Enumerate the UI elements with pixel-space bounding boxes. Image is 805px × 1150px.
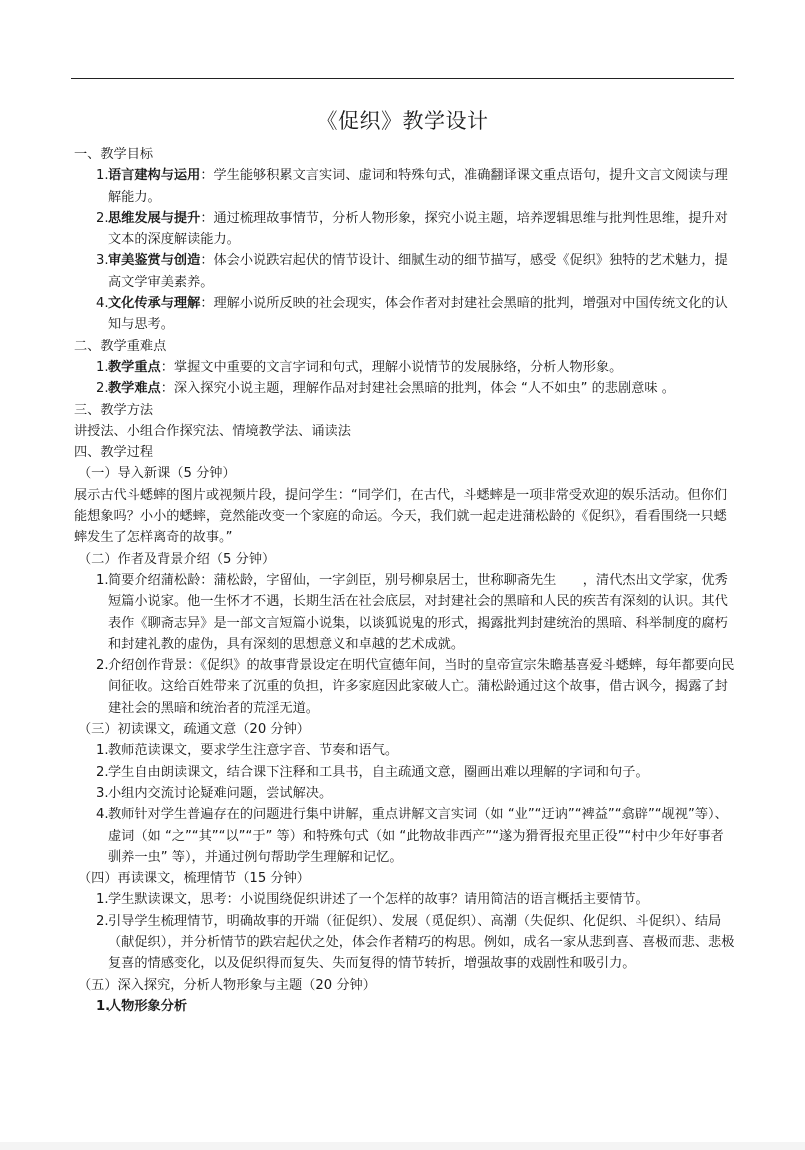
methods-text: 讲授法、小组合作探究法、情境教学法、诵读法 (74, 423, 351, 439)
item-number: 1. (96, 892, 109, 908)
step-heading-intro: （一）导入新课（5 分钟） (78, 466, 236, 482)
section-heading-goals: 一、教学目标 (74, 147, 154, 162)
item-number: 1. (96, 743, 109, 759)
goal-item (74, 165, 736, 208)
item-number: 1. (96, 359, 109, 375)
subheading-text: 人物形象分析 (108, 998, 188, 1014)
subheading-character-analysis (74, 996, 736, 1017)
reading-item (74, 783, 736, 804)
item-text: ：通过梳理故事情节，分析人物形象，探究小说主题，培养逻辑思维与批判性思维，提升对文本的深度解读能力。 (108, 210, 728, 248)
item-label: 语言建构与运用 (108, 168, 201, 184)
item-number: 3. (96, 253, 109, 269)
reading-item (74, 740, 736, 761)
item-number: 1. (96, 572, 109, 588)
item-text: 引导学生梳理情节，明确故事的开端（征促织）、发展（觅促织）、高潮（失促织、化促织、斗促织）、结局（献促织），并分析情节的跌宕起伏之处，体会作者精巧的构思。例如，成名一家从悲到喜、喜极而悲、悲极复喜的情感变化，以及促织得而复失、失而复得的情节转折，增强故事的戏剧性和吸引力。 (108, 913, 735, 972)
item-text: 教师针对学生普遍存在的问题进行集中讲解，重点讲解文言实词（如 “业”“迂讷”“裨益”“翕辟”“觇视”等）、虚词（如 “之”“其”“以”“于” 等）和特殊句式（如 “此物故非西产”“遂为猾胥报充里正役”“村中少年好事者驯养一虫” 等），并通过例句帮助学生理解和记忆。 (108, 807, 728, 865)
item-label: 审美鉴赏与创造 (108, 253, 201, 269)
keypoint-item (74, 357, 736, 378)
document-title: 《促织》教学设计 (316, 109, 489, 133)
item-number: 4. (96, 807, 109, 823)
section-heading-process: 四、教学过程 (74, 445, 154, 461)
reading-item (74, 762, 736, 783)
step-heading-author: （二）作者及背景介绍（5 分钟） (78, 551, 276, 567)
item-number: 2. (96, 210, 109, 226)
item-number: 1. (96, 168, 109, 184)
author-item (74, 570, 736, 655)
item-text: ：理解小说所反映的社会现实，体会作者对封建社会黑暗的批判，增强对中国传统文化的认知与思考。 (108, 296, 728, 333)
plot-item (74, 911, 736, 975)
document-body (74, 144, 736, 1017)
item-text: 简要介绍蒲松龄：蒲松龄，字留仙，一字剑臣，别号柳泉居士，世称聊斋先生 ，清代杰出文学家，优秀短篇小说家。他一生怀才不遇，长期生活在社会底层，对封建社会的黑暗和人民的疾苦有深刻的认识。其代表作《聊斋志异》是一部文言短篇小说集，以谈狐说鬼的形式，揭露批判封建统治的黑暗、科举制度的腐朽和封建礼教的虚伪，具有深刻的思想意义和卓越的艺术成就。 (108, 572, 728, 652)
step-heading-second-reading: （四）再读课文，梳理情节（15 分钟） (78, 871, 310, 887)
item-number: 2. (96, 913, 109, 929)
author-item (74, 655, 736, 719)
item-number: 3. (96, 785, 109, 801)
section-heading-keypoints: 二、教学重难点 (74, 338, 167, 354)
item-number: 2. (96, 764, 109, 780)
header-rule (71, 78, 734, 79)
item-text: ：学生能够积累文言实词、虚词和特殊句式，准确翻译课文重点语句，提升文言文阅读与理解能力。 (108, 168, 728, 205)
item-label: 教学难点 (108, 381, 161, 397)
item-text: ：掌握文中重要的文言字词和句式，理解小说情节的发展脉络，分析人物形象。 (160, 359, 623, 375)
item-text: ：深入探究小说主题，理解作品对封建社会黑暗的批判，体会 “人不如虫” 的悲剧意味 。 (160, 381, 675, 397)
reading-item (74, 804, 736, 868)
item-number: 2. (96, 658, 109, 674)
goal-item (74, 293, 736, 336)
item-label: 教学重点 (108, 359, 161, 375)
keypoint-item (74, 378, 736, 399)
item-number: 4. (96, 296, 109, 312)
item-text: 小组内交流讨论疑难问题，尝试解决。 (108, 785, 333, 801)
item-text: ：体会小说跌宕起伏的情节设计、细腻生动的细节描写，感受《促织》独特的艺术魅力，提高文学审美素养。 (108, 253, 728, 290)
item-number: 1. (96, 998, 111, 1014)
section-heading-methods: 三、教学方法 (74, 402, 154, 418)
item-text: 介绍创作背景：《促织》的故事背景设定在明代宣德年间，当时的皇帝宣宗朱瞻基喜爱斗蟋蟀，每年都要向民间征收。这给百姓带来了沉重的负担，许多家庭因此家破人亡。蒲松龄通过这个故事，借古讽今，揭露了封建社会的黑暗和统治者的荒淫无道。 (108, 658, 735, 716)
item-label: 思维发展与提升 (108, 210, 201, 226)
item-text: 学生自由朗读课文，结合课下注释和工具书，自主疏通文意，圈画出难以理解的字词和句子。 (108, 764, 649, 780)
plot-item (74, 889, 736, 910)
item-text: 学生默读课文，思考：小说围绕促织讲述了一个怎样的故事？请用简洁的语言概括主要情节。 (108, 892, 649, 908)
item-number: 2. (96, 381, 109, 397)
goal-item (74, 208, 736, 251)
step-heading-analysis: （五）深入探究，分析人物形象与主题（20 分钟） (78, 977, 376, 993)
intro-paragraph: 展示古代斗蟋蟀的图片或视频片段，提问学生：“同学们，在古代，斗蟋蟀是一项非常受欢迎的娱乐活动。但你们能想象吗？小小的蟋蟀，竟然能改变一个家庭的命运。今天，我们就一起走进蒲松龄的《促织》，看看围绕一只蟋蟀发生了怎样离奇的故事。” (74, 487, 728, 546)
item-text: 教师范读课文，要求学生注意字音、节奏和语气。 (108, 743, 399, 759)
goal-item (74, 250, 736, 293)
step-heading-first-reading: （三）初读课文，疏通文意（20 分钟） (78, 722, 310, 738)
item-label: 文化传承与理解 (108, 296, 201, 312)
